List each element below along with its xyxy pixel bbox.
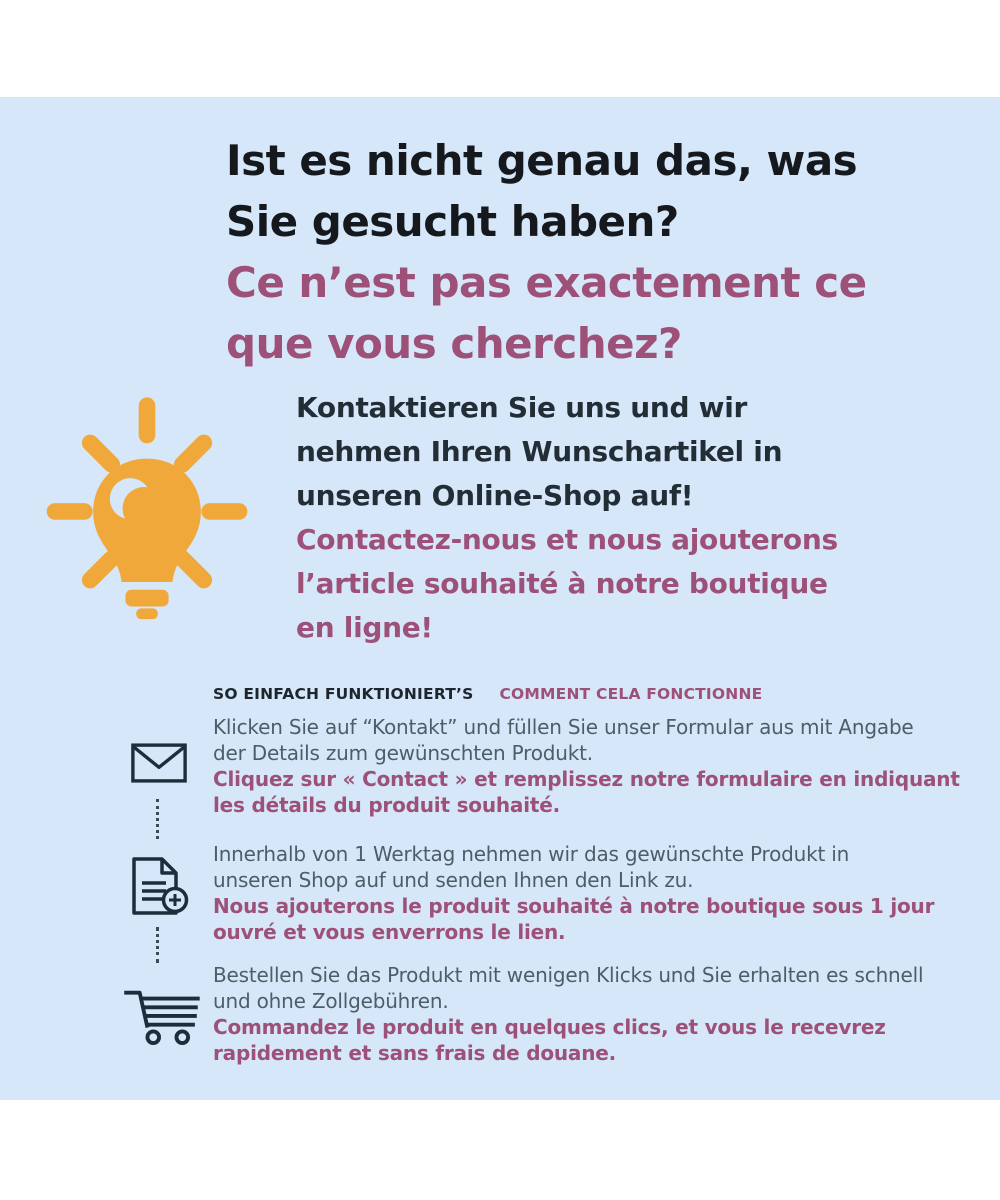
step-connector [156, 799, 159, 839]
intro-line: Kontaktieren Sie uns und wir [296, 391, 748, 424]
step-line: der Details zum gewünschten Produkt. [213, 741, 593, 765]
step-2-text [213, 841, 934, 945]
step-line: Cliquez sur « Contact » et remplissez notre formulaire en indiquant [213, 767, 960, 791]
step-line: Klicken Sie auf “Kontakt” und füllen Sie unser Formular aus mit Angabe [213, 715, 914, 739]
title-line: que vous cherchez? [226, 319, 682, 368]
step-line: Nous ajouterons le produit souhaité à notre boutique sous 1 jour [213, 894, 935, 918]
step-line: Bestellen Sie das Produkt mit wenigen Klicks und Sie erhalten es schnell [213, 963, 924, 987]
step-line: Commandez le produit en quelques clics, et vous le recevrez [213, 1015, 886, 1039]
step-french [213, 893, 934, 945]
intro-line: Contactez-nous et nous ajouterons [296, 523, 838, 556]
intro-line: en ligne! [296, 611, 433, 644]
title-french [226, 252, 867, 374]
step-3-text [213, 962, 923, 1066]
how-heading-german: SO EINFACH FUNKTIONIERT’S [213, 685, 474, 703]
step-german [213, 962, 923, 1014]
step-french [213, 766, 960, 818]
title-line: Sie gesucht haben? [226, 197, 679, 246]
intro-french [296, 518, 838, 650]
step-line: unseren Shop auf und senden Ihnen den Link zu. [213, 868, 694, 892]
page-title [226, 130, 867, 374]
title-line: Ist es nicht genau das, was [226, 136, 858, 185]
step-german [213, 714, 960, 766]
intro-line: l’article souhaité à notre boutique [296, 567, 828, 600]
step-line: rapidement et sans frais de douane. [213, 1041, 616, 1065]
title-line: Ce n’est pas exactement ce [226, 258, 867, 307]
step-connector [156, 927, 159, 963]
step-1-text [213, 714, 960, 818]
envelope-icon [130, 739, 188, 788]
intro-line: unseren Online-Shop auf! [296, 479, 694, 512]
shopping-cart-icon [117, 985, 205, 1045]
step-line: Innerhalb von 1 Werktag nehmen wir das gewünschte Produkt in [213, 842, 850, 866]
how-heading-french: COMMENT CELA FONCTIONNE [499, 685, 763, 703]
how-it-works-heading [213, 684, 762, 703]
intro-german [296, 386, 838, 518]
step-line: les détails du produit souhaité. [213, 793, 560, 817]
step-line: und ohne Zollgebühren. [213, 989, 449, 1013]
lightbulb-icon [40, 392, 255, 627]
document-add-icon [122, 855, 194, 921]
step-french [213, 1014, 923, 1066]
step-german [213, 841, 934, 893]
title-german [226, 130, 867, 252]
step-line: ouvré et vous enverrons le lien. [213, 920, 566, 944]
intro-text [296, 386, 838, 650]
intro-line: nehmen Ihren Wunschartikel in [296, 435, 783, 468]
